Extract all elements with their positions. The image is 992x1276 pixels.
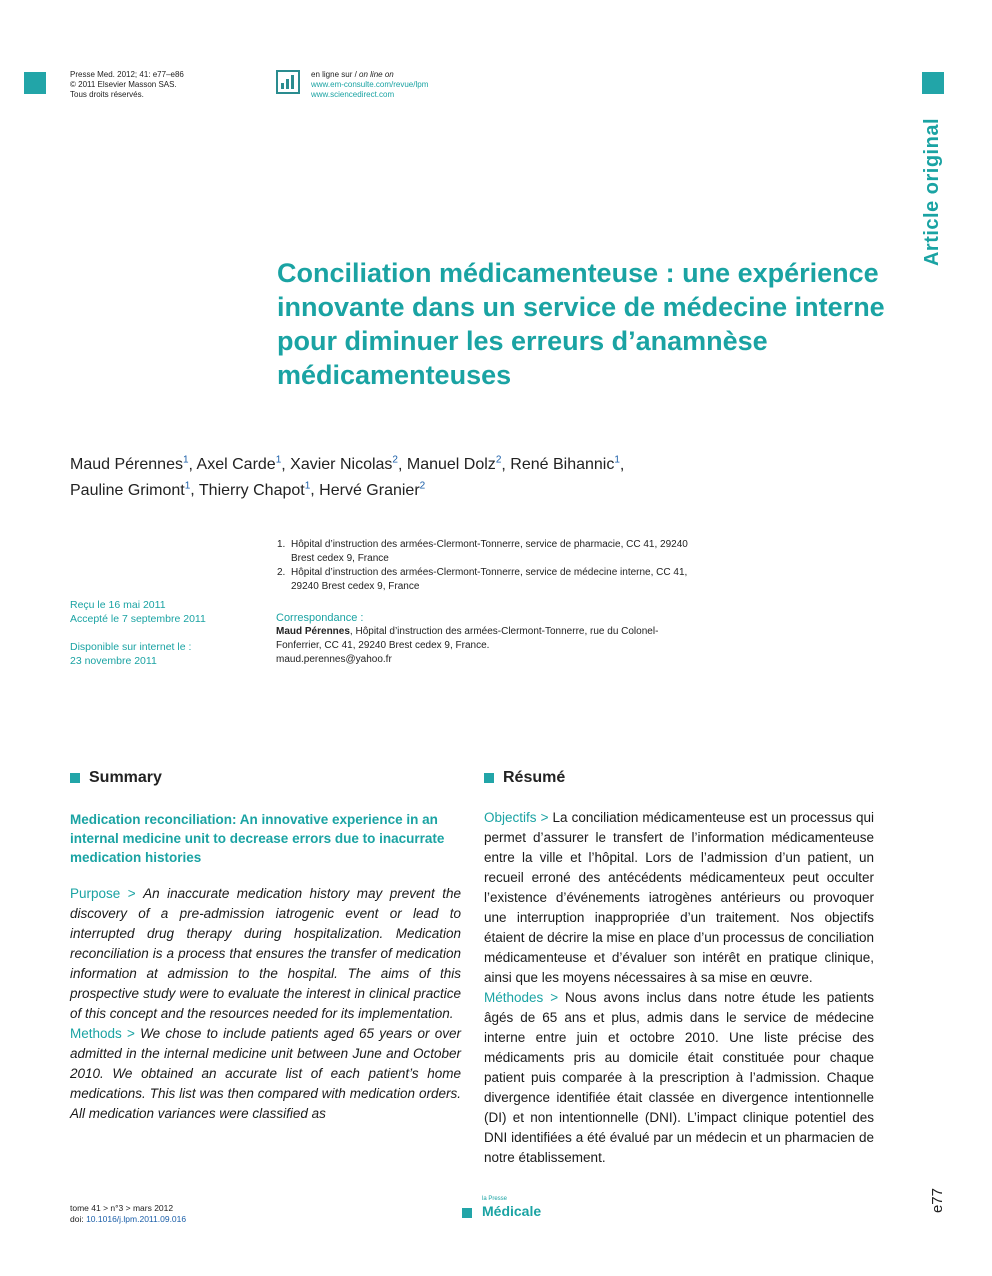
methods-label: Methods >	[70, 1026, 141, 1041]
purpose-label: Purpose >	[70, 886, 144, 901]
author: Manuel Dolz$^2$	[406, 455, 502, 474]
corner-square-top-right	[922, 72, 944, 94]
methodes-label: Méthodes >	[484, 990, 566, 1005]
journal-logo	[462, 1196, 541, 1221]
resume-heading: Résumé	[484, 769, 565, 787]
logo-square	[462, 1208, 472, 1218]
summary-body	[70, 884, 461, 1124]
copyright-line: © 2011 Elsevier Masson SAS.	[70, 80, 177, 89]
methods-text: We chose to include patients aged 65 years or over admitted in the internal medicine unit between June and October 2010. We obtained an accurate list of each patient’s home medications. This list was then compared with medication orders. All medication variances were classified as	[70, 1026, 462, 1121]
online-label: en ligne sur / on line on	[311, 70, 394, 79]
page-number: e77	[929, 1188, 946, 1214]
author-list: Maud Pérennes$^1$, Axel Carde$^1$, Xavier Nicolas$^2$, Manuel Dolz$^2$, René Bihannic$^1$, Pauline Grimont$^1$, Thierry Chapot$^1$, Hervé Granier$^2$	[70, 455, 625, 499]
purpose-text: An inaccurate medication history may prevent the discovery of a pre-admission iatrogenic event or lead to interrupted drug therapy during hospitalization. Medication reconciliation is a process that ensures the transfer of medication information at admission to the hospital. The aims of this prospective study were to evaluate the interest in clinical practice of this concept and the resources needed for its implementation.	[70, 886, 461, 1021]
em-consulte-link[interactable]: www.em-consulte.com/revue/lpm	[311, 80, 429, 89]
section-bullet	[484, 773, 494, 783]
accepted-date: Accepté le 7 septembre 2011	[70, 613, 206, 625]
article-type-label: Article original	[921, 118, 943, 267]
author: Axel Carde$^1$	[196, 455, 282, 474]
affiliation-item: 1. Hôpital d’instruction des armées-Clermont-Tonnerre, service de pharmacie, CC 41, 29240 Brest cedex 9, France	[277, 539, 688, 564]
author: Maud Pérennes$^1$	[70, 455, 189, 474]
available-label: Disponible sur internet le :	[70, 641, 192, 653]
footer-issue	[70, 1203, 186, 1225]
article-dates	[70, 598, 206, 668]
article-title: Conciliation médicamenteuse : une expérience innovante dans un service de médecine interne pour diminuer les erreurs d’anamnèse médicamenteuses	[277, 258, 885, 390]
author: Pauline Grimont$^1$	[70, 480, 191, 499]
english-title: Medication reconciliation: An innovative experience in an internal medicine unit to decrease errors due to inacurrate medication histories	[70, 812, 445, 865]
sciencedirect-link[interactable]: www.sciencedirect.com	[311, 90, 395, 99]
section-bullet	[70, 773, 80, 783]
resume-body	[484, 808, 874, 1168]
citation-line: Presse Med. 2012; 41: e77–e86	[70, 70, 184, 79]
doi-line: doi: 10.1016/j.lpm.2011.09.016	[70, 1214, 187, 1224]
online-info	[311, 70, 428, 100]
author: Xavier Nicolas$^2$	[290, 455, 398, 474]
logo-big-text: Médicale	[482, 1203, 542, 1219]
methodes-text: Nous avons inclus dans notre étude les patients âgés de 65 ans et plus, admis dans le service de médecine interne entre juin et octobre 2010. Une liste précise des médicaments pris au domicile était constituée pour chaque patient puis comparée à la prescription à l’admission. Chaque divergence identifiée était classée en divergence intentionnelle (DI) et non intentionnelle (DNI). L’impact clinique potentiel des DNI identifiées a été évalué par un médecin et un pharmacien de notre établissement.	[484, 990, 875, 1165]
correspondence	[276, 611, 696, 667]
summary-heading: Summary	[70, 769, 162, 787]
logo-small-text: la Presse	[482, 1196, 508, 1202]
affiliations	[277, 538, 707, 594]
affiliation-item: 2. Hôpital d’instruction des armées-Clermont-Tonnerre, service de médecine interne, CC 41, 29240 Brest cedex 9, France	[277, 567, 688, 592]
correspondence-label: Correspondance :	[276, 612, 364, 624]
doi-link[interactable]: 10.1016/j.lpm.2011.09.016	[86, 1214, 187, 1224]
author: René Bihannic$^1$	[510, 455, 620, 474]
online-chart-icon	[276, 70, 300, 94]
correspondence-address: Maud Pérennes, Hôpital d’instruction des armées-Clermont-Tonnerre, rue du Colonel-Fonferrier, CC 41, 29240 Brest cedex 9, France.	[276, 626, 659, 651]
journal-citation	[70, 70, 184, 100]
correspondence-email[interactable]: maud.perennes@yahoo.fr	[276, 654, 392, 665]
rights-line: Tous droits réservés.	[70, 90, 144, 99]
issue-line: tome 41 > n°3 > mars 2012	[70, 1203, 174, 1213]
author: Thierry Chapot$^1$	[198, 480, 311, 499]
received-date: Reçu le 16 mai 2011	[70, 599, 166, 611]
available-date: 23 novembre 2011	[70, 655, 157, 667]
objectifs-label: Objectifs >	[484, 810, 553, 825]
objectifs-text: La conciliation médicamenteuse est un processus qui permet d’assurer le transfert de l’information médicamenteuse entre la ville et l’hôpital. Lors de l’admission d’un patient, un recueil erroné des antécédents médicamenteux peut occulter l’existence d’événements iatrogènes antérieurs ou provoquer une interruption inappropriée d’un traitement. Nos objectifs étaient de décrire la mise en place d’un processus de conciliation médicamenteuse et d’évaluer son intérêt en pratique clinique, ainsi que les moyens nécessaires à sa mise en œuvre.	[484, 810, 875, 985]
author: Hervé Granier$^2$	[319, 480, 426, 499]
corner-square-top-left	[24, 72, 46, 94]
